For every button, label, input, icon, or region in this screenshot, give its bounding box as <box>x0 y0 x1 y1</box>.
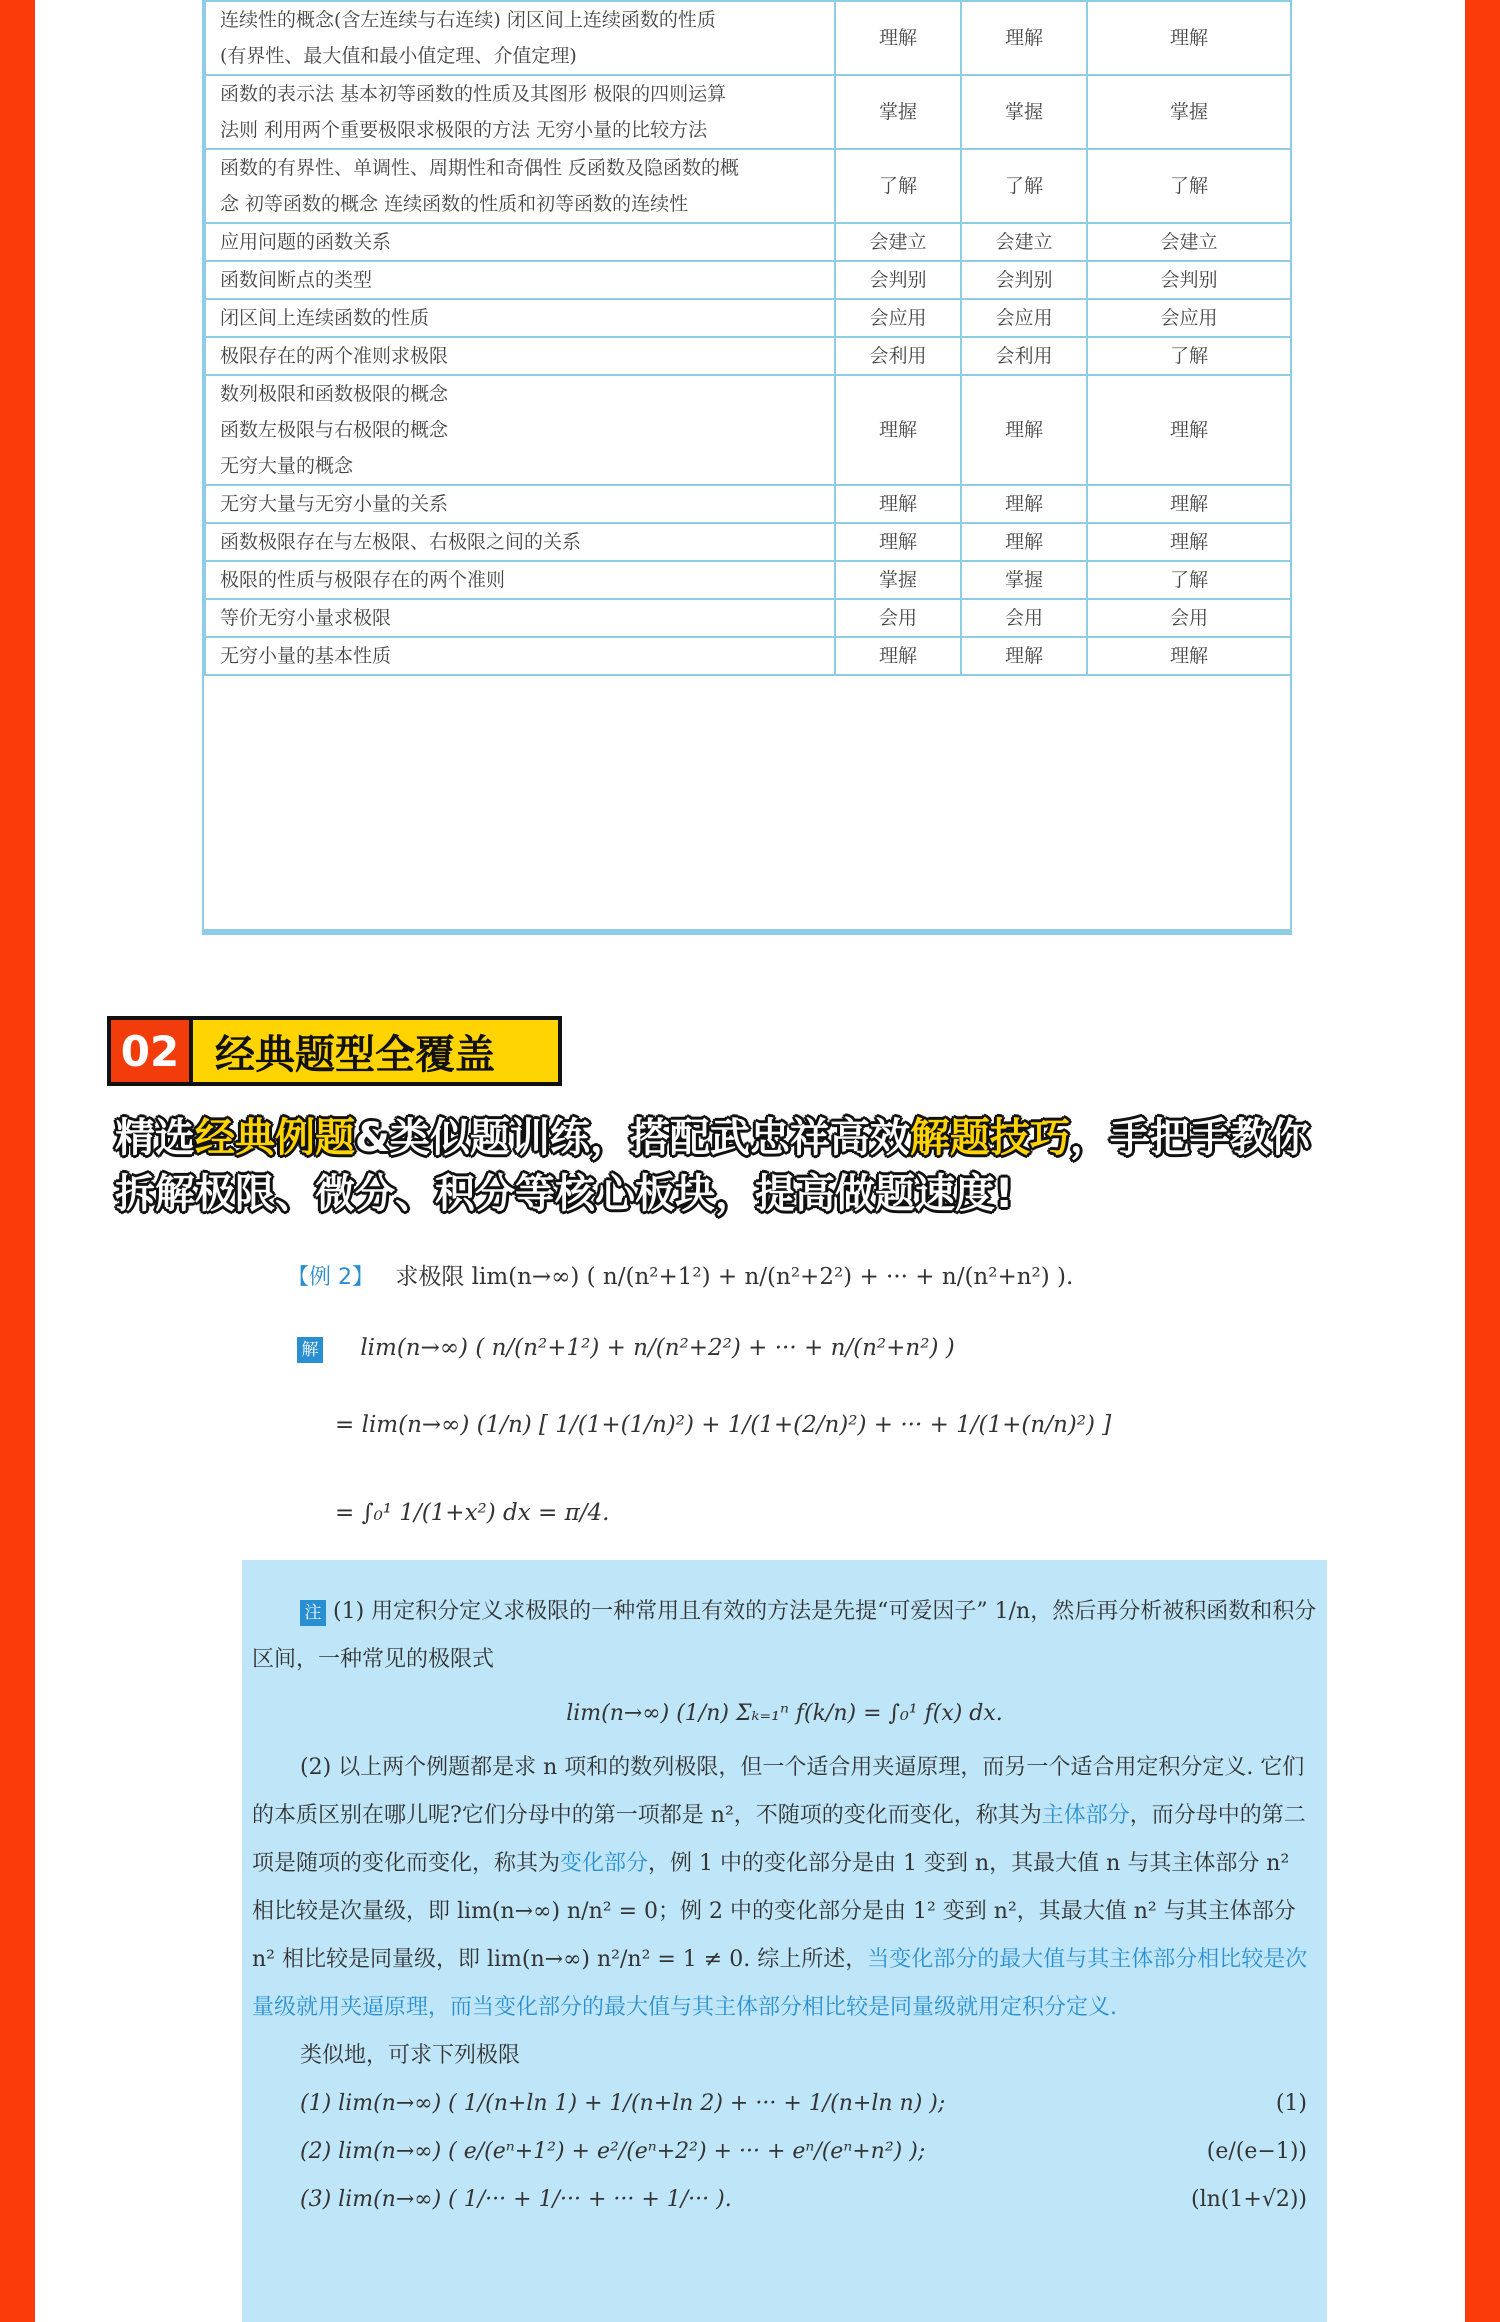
knowledge-point-cell <box>205 337 835 375</box>
intro-highlight: 解题技巧 <box>909 1115 1070 1161</box>
table-row <box>205 1 1291 75</box>
note-mark: 注 <box>300 1600 326 1626</box>
requirement-level-cell: 理解 <box>961 637 1087 675</box>
knowledge-point-text: 函数的表示法 基本初等函数的性质及其图形 极限的四则运算 <box>220 83 727 105</box>
requirement-level-cell: 理解 <box>835 1 961 75</box>
intro-highlight: 例题 <box>275 1115 355 1161</box>
limit-list <box>252 2080 1317 2224</box>
knowledge-point-text: 无穷大量的概念 <box>220 455 354 477</box>
solution-mark: 解 <box>297 1337 323 1363</box>
requirement-level-cell: 了解 <box>1087 561 1291 599</box>
requirement-level-cell: 理解 <box>835 375 961 485</box>
solution-step-1 <box>297 1335 955 1363</box>
note-text: (2) 以上两个例题都是求 n 项和的数列极限，但一个适合用夹逼原理，而另一个适合用定积分定义. 它们的本质区别在哪儿呢?它们分母中的第一项都是 n²，不随项的变化而变化，称其为 <box>252 1755 1305 1828</box>
solution-step-1-text: lim(n→∞) ( n/(n²+1²) + n/(n²+2²) + ··· + n/(n²+n²) ) <box>360 1335 955 1361</box>
intro-text <box>115 1110 1435 1222</box>
requirement-level-cell: 理解 <box>1087 485 1291 523</box>
requirement-level-cell: 会判别 <box>1087 261 1291 299</box>
requirement-level-cell: 掌握 <box>961 75 1087 149</box>
table-row <box>205 561 1291 599</box>
requirement-level-cell: 理解 <box>1087 523 1291 561</box>
requirement-level-cell: 会用 <box>835 599 961 637</box>
intro-highlight: 经典 <box>195 1115 275 1161</box>
knowledge-point-text: 等价无穷小量求极限 <box>220 607 392 629</box>
table-row <box>205 75 1291 149</box>
table-row <box>205 485 1291 523</box>
requirement-level-cell: 理解 <box>961 1 1087 75</box>
requirement-level-cell: 了解 <box>1087 149 1291 223</box>
note-highlight: 变化部分 <box>560 1851 649 1876</box>
knowledge-point-text: 函数的有界性、单调性、周期性和奇偶性 反函数及隐函数的概 <box>220 157 740 179</box>
requirement-level-cell: 掌握 <box>835 75 961 149</box>
note-box <box>242 1560 1327 2322</box>
note-p1-text: (1) 用定积分定义求极限的一种常用且有效的方法是先提“可爱因子” 1/n，然后再分析被积函数和积分区间，一种常见的极限式 <box>252 1599 1317 1672</box>
requirement-level-cell: 会用 <box>961 599 1087 637</box>
requirement-level-cell: 会应用 <box>835 299 961 337</box>
solution-step-2: = lim(n→∞) (1/n) [ 1/(1+(1/n)²) + 1/(1+(2/n)²) + ··· + 1/(1+(n/n)²) ] <box>335 1412 1112 1438</box>
knowledge-point-text: 念 初等函数的概念 连续函数的性质和初等函数的连续性 <box>220 193 689 215</box>
requirement-level-cell: 理解 <box>961 485 1087 523</box>
table-row <box>205 523 1291 561</box>
table-row <box>205 375 1291 485</box>
limit-answer: (e/(e−1)) <box>1206 2139 1307 2164</box>
knowledge-point-cell <box>205 149 835 223</box>
knowledge-point-cell <box>205 523 835 561</box>
requirement-level-cell: 理解 <box>835 523 961 561</box>
intro-text-part: &类似题训练，搭配武忠祥高效 <box>355 1115 910 1161</box>
table-row <box>205 599 1291 637</box>
section-title: 经典题型全覆盖 <box>193 1020 558 1082</box>
limit-answer: (ln(1+√2)) <box>1191 2187 1307 2212</box>
requirement-level-cell: 理解 <box>835 637 961 675</box>
requirement-level-cell: 理解 <box>961 375 1087 485</box>
limit-exercise <box>252 2080 1317 2128</box>
knowledge-point-text: 函数间断点的类型 <box>220 269 373 291</box>
knowledge-point-text: 无穷小量的基本性质 <box>220 645 392 667</box>
page-sheet <box>35 0 1465 2322</box>
knowledge-point-text: 法则 利用两个重要极限求极限的方法 无穷小量的比较方法 <box>220 119 708 141</box>
requirement-level-cell: 会应用 <box>1087 299 1291 337</box>
knowledge-point-cell <box>205 223 835 261</box>
knowledge-point-cell <box>205 485 835 523</box>
knowledge-point-cell <box>205 599 835 637</box>
requirement-level-cell: 理解 <box>1087 1 1291 75</box>
limit-exercise <box>252 2128 1317 2176</box>
intro-text-part: ，手把手教你 <box>1069 1115 1310 1161</box>
knowledge-point-cell <box>205 261 835 299</box>
requirement-level-cell: 了解 <box>961 149 1087 223</box>
note-paragraph-2 <box>252 1744 1317 2032</box>
knowledge-point-cell <box>205 299 835 337</box>
limit-expression: (2) lim(n→∞) ( e/(eⁿ+1²) + e²/(eⁿ+2²) + ··· + eⁿ/(eⁿ+n²) ); <box>300 2139 926 2164</box>
note-text: ，而分母中的第二项是随项的变化而变化，称其为 <box>252 1803 1306 1876</box>
knowledge-point-cell <box>205 1 835 75</box>
note-text: ，例 1 中的变化部分是由 1 变到 n，其最大值 n 与其主体部分 n² 相比较是次量级，即 lim(n→∞) n/n² = 0；例 2 中的变化部分是由 1² 变到 n²，其最大值 n² 与其主体部分 n² 相比较是同量级，即 lim(n→∞) n²/n² = 1 ≠ 0. 综上所述， <box>252 1851 1296 1972</box>
limit-expression: (3) lim(n→∞) ( 1/··· + 1/··· + ··· + 1/··· ). <box>300 2187 732 2212</box>
requirement-level-cell: 掌握 <box>835 561 961 599</box>
requirement-level-cell: 会应用 <box>961 299 1087 337</box>
knowledge-point-text: 闭区间上连续函数的性质 <box>220 307 430 329</box>
requirement-level-cell: 会用 <box>1087 599 1291 637</box>
requirement-level-cell: 掌握 <box>1087 75 1291 149</box>
knowledge-point-text: 应用问题的函数关系 <box>220 231 392 253</box>
knowledge-point-text: 无穷大量与无穷小量的关系 <box>220 493 449 515</box>
table-row <box>205 149 1291 223</box>
limit-expression: (1) lim(n→∞) ( 1/(n+ln 1) + 1/(n+ln 2) + ··· + 1/(n+ln n) ); <box>300 2091 946 2116</box>
example-question-text: 求极限 lim(n→∞) ( n/(n²+1²) + n/(n²+2²) + ··· + n/(n²+n²) ). <box>395 1264 1074 1290</box>
table-row <box>205 337 1291 375</box>
limit-exercise <box>252 2176 1317 2224</box>
knowledge-point-text: 极限的性质与极限存在的两个准则 <box>220 569 506 591</box>
section-number: 02 <box>111 1020 189 1082</box>
requirement-level-cell: 理解 <box>1087 375 1291 485</box>
requirement-level-cell: 会利用 <box>961 337 1087 375</box>
note-paragraph-3: 类似地，可求下列极限 <box>300 2043 521 2068</box>
knowledge-point-text: 数列极限和函数极限的概念 <box>220 383 449 405</box>
requirement-level-cell: 理解 <box>961 523 1087 561</box>
intro-line-1 <box>115 1110 1435 1166</box>
requirement-level-cell: 了解 <box>835 149 961 223</box>
requirements-table-body <box>205 1 1291 675</box>
knowledge-point-cell <box>205 375 835 485</box>
example-label: 【例 2】 <box>287 1265 374 1290</box>
note-highlight: 主体部分 <box>1041 1803 1130 1828</box>
limit-answer: (1) <box>1275 2091 1307 2116</box>
knowledge-point-cell <box>205 637 835 675</box>
table-row <box>205 637 1291 675</box>
requirement-level-cell: 会判别 <box>961 261 1087 299</box>
example-question <box>287 1258 1073 1291</box>
knowledge-point-cell <box>205 561 835 599</box>
knowledge-point-text: 极限存在的两个准则求极限 <box>220 345 449 367</box>
table-row <box>205 223 1291 261</box>
knowledge-point-text: 连续性的概念(含左连续与右连续) 闭区间上连续函数的性质 <box>220 9 716 31</box>
requirements-table <box>202 0 1292 935</box>
knowledge-point-text: 函数左极限与右极限的概念 <box>220 419 449 441</box>
knowledge-point-text: (有界性、最大值和最小值定理、介值定理) <box>220 45 577 67</box>
intro-text-part: 精选 <box>115 1115 195 1161</box>
knowledge-point-cell <box>205 75 835 149</box>
section-header <box>107 1016 562 1086</box>
requirement-level-cell: 会建立 <box>835 223 961 261</box>
table-row <box>205 299 1291 337</box>
table-row <box>205 261 1291 299</box>
requirement-level-cell: 会建立 <box>1087 223 1291 261</box>
requirement-level-cell: 会利用 <box>835 337 961 375</box>
intro-line-2: 拆解极限、微分、积分等核心板块，提高做题速度! <box>115 1171 1014 1217</box>
requirement-level-cell: 了解 <box>1087 337 1291 375</box>
knowledge-point-text: 函数极限存在与左极限、右极限之间的关系 <box>220 531 582 553</box>
note-paragraph-1 <box>252 1588 1317 1684</box>
requirement-level-cell: 理解 <box>835 485 961 523</box>
requirement-level-cell: 掌握 <box>961 561 1087 599</box>
note-highlight: 当变化部分的最大值与其主体部分相比较是次量级就用夹逼原理，而当变化部分的最大值与其主体部分相比较是同量级就用定积分定义. <box>252 1947 1308 2020</box>
requirement-level-cell: 理解 <box>1087 637 1291 675</box>
note-formula: lim(n→∞) (1/n) Σₖ₌₁ⁿ f(k/n) = ∫₀¹ f(x) dx. <box>566 1701 1003 1726</box>
requirement-level-cell: 会建立 <box>961 223 1087 261</box>
solution-step-3: = ∫₀¹ 1/(1+x²) dx = π/4. <box>335 1500 610 1526</box>
requirement-level-cell: 会判别 <box>835 261 961 299</box>
